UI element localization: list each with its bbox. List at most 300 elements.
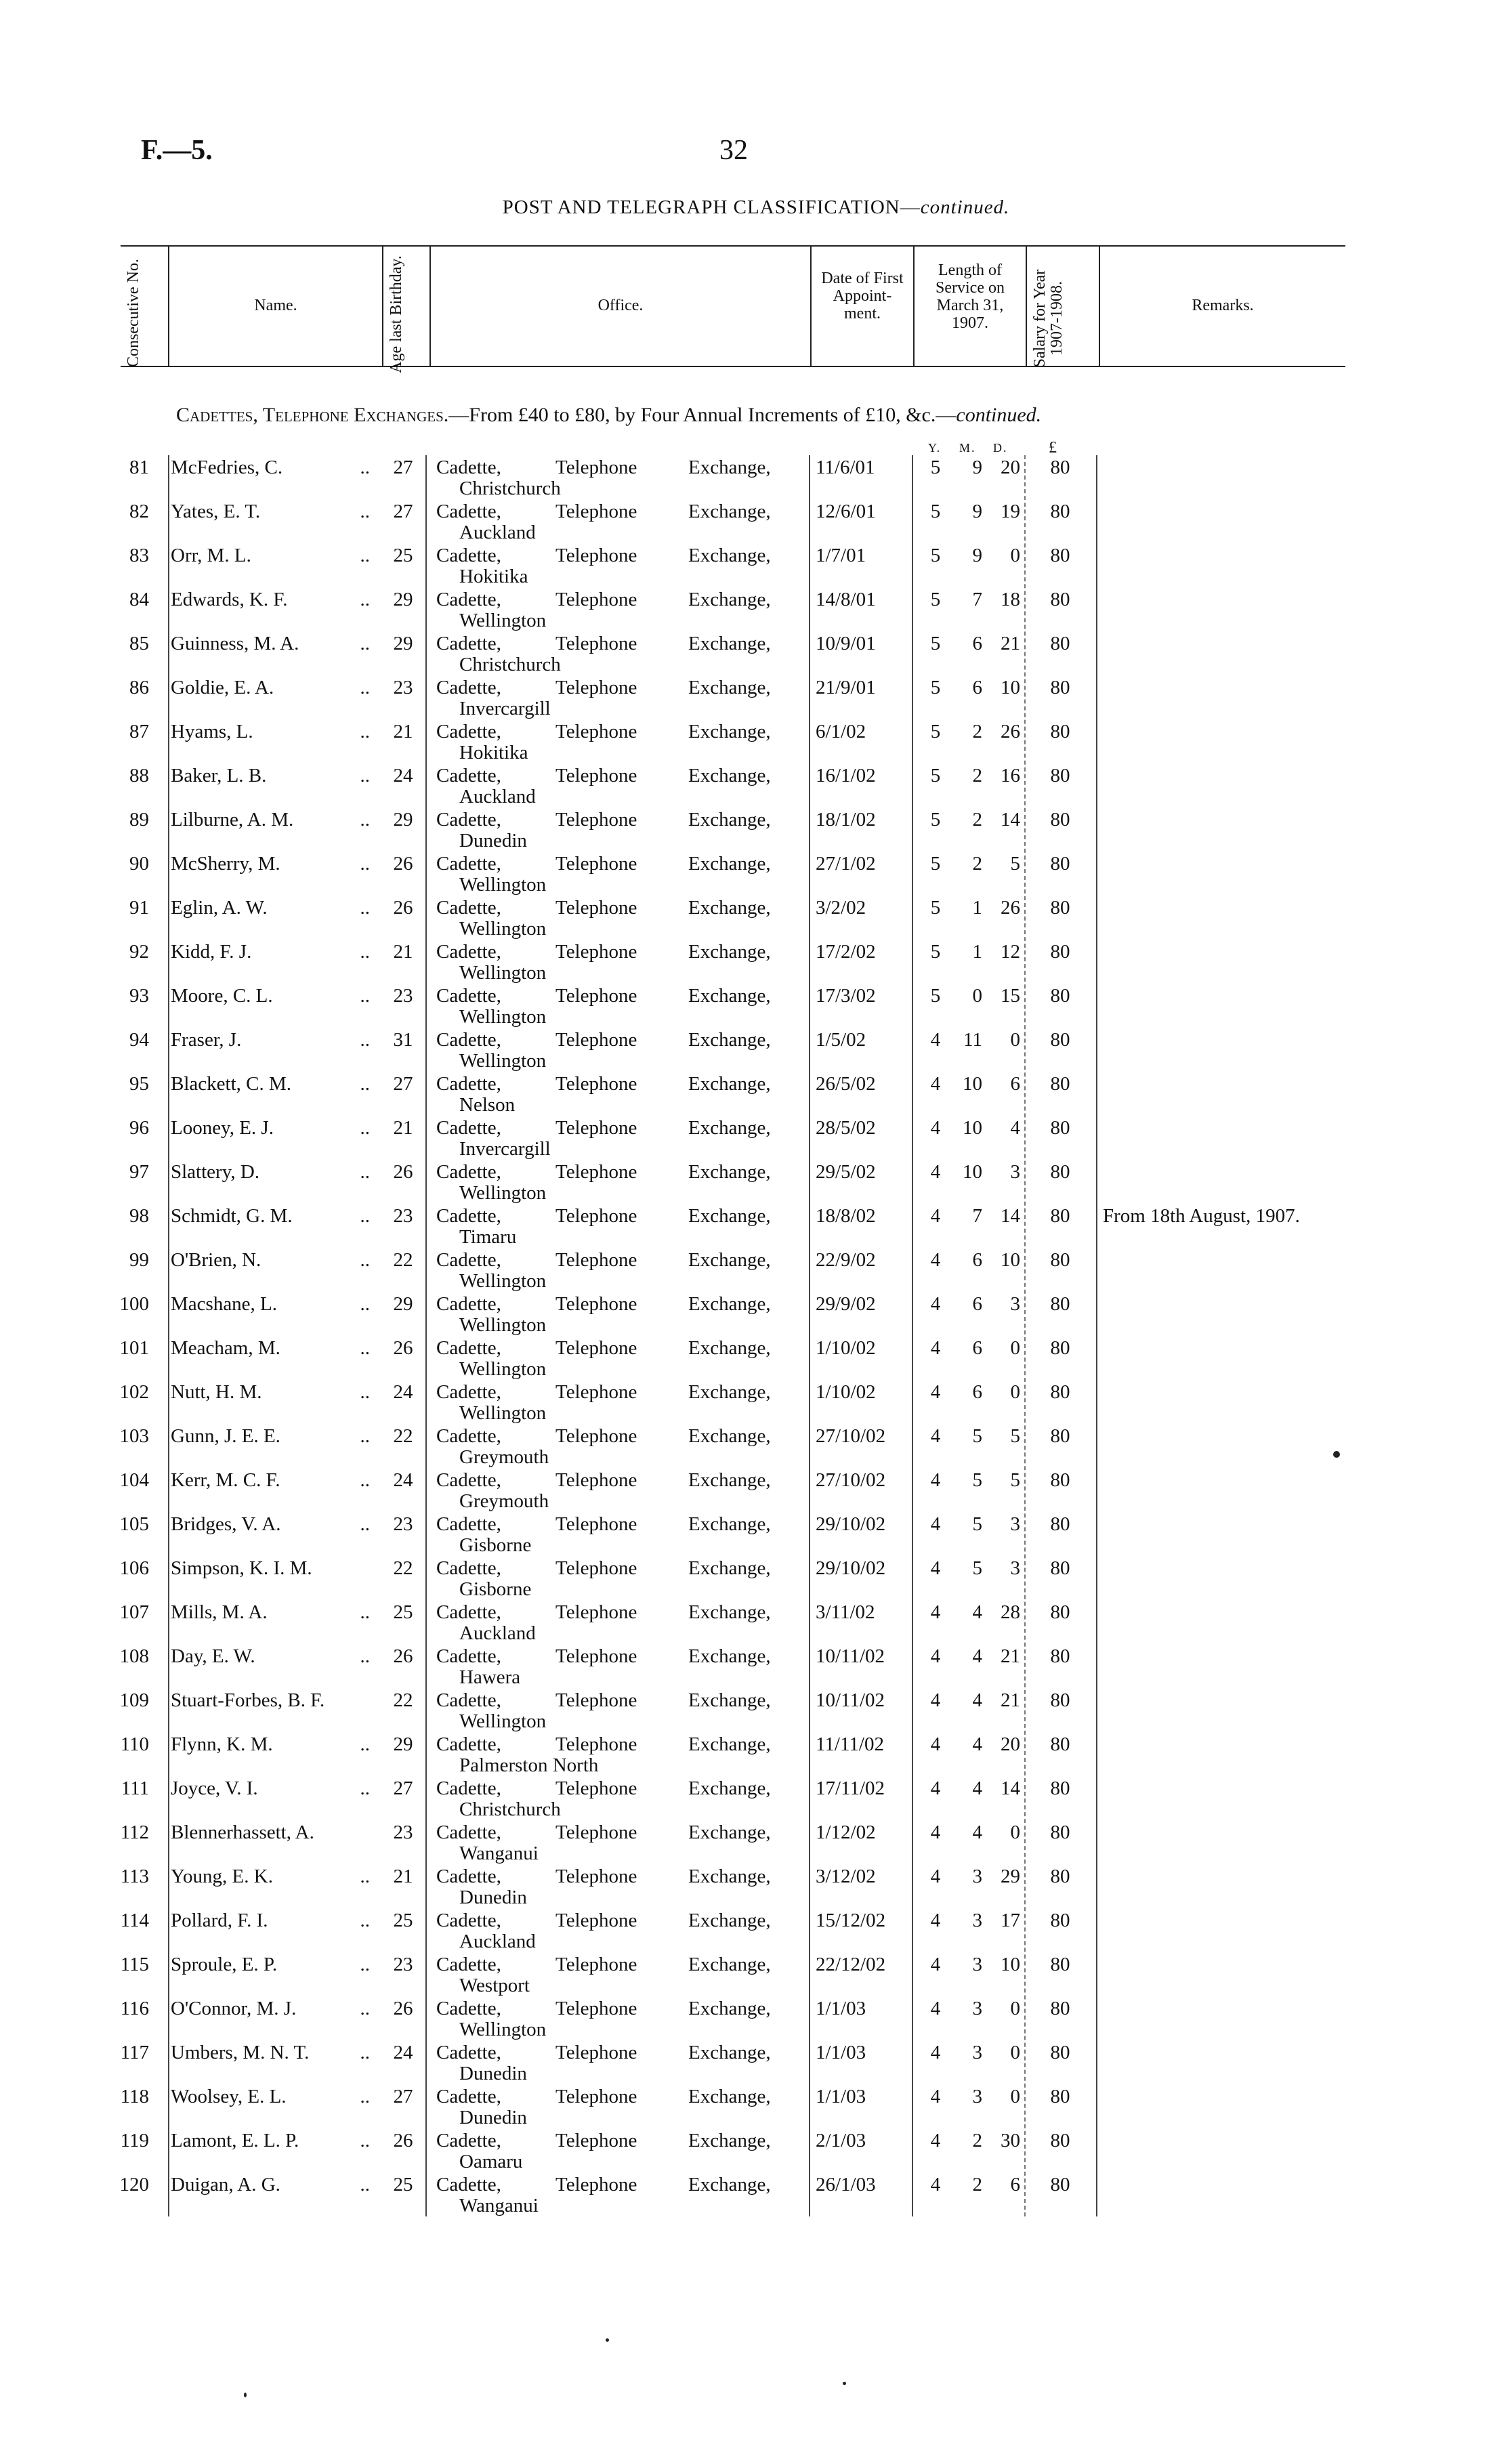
consecutive-no-cell: 113 <box>120 1866 149 1887</box>
service-days-cell: 5 <box>1010 1425 1020 1447</box>
leader-dots: .. <box>360 2174 370 2195</box>
date-appointed-cell: 10/11/02 <box>816 1689 885 1711</box>
age-cell: 23 <box>393 985 413 1007</box>
date-appointed-cell: 1/7/01 <box>816 545 866 566</box>
section-lead: Cadettes, Telephone Exchanges. <box>176 404 449 426</box>
office-city-cell: Christchurch <box>459 654 561 675</box>
consecutive-no-cell: 90 <box>129 853 149 875</box>
consecutive-no-cell: 84 <box>129 589 149 610</box>
table-row <box>0 1689 1512 1733</box>
service-months-cell: 4 <box>972 1645 982 1667</box>
service-days-cell: 6 <box>1010 2174 1020 2195</box>
header-salary: Salary for Year 1907-1908. <box>1031 269 1066 368</box>
office-word-telephone: Telephone <box>555 1205 637 1227</box>
leader-dots: .. <box>360 1998 370 2019</box>
service-years-cell: 4 <box>930 1645 941 1667</box>
salary-cell: 80 <box>1050 1073 1070 1095</box>
office-word-exchange: Exchange, <box>688 1910 771 1931</box>
service-years-cell: 4 <box>930 1381 941 1403</box>
salary-cell: 80 <box>1050 545 1070 566</box>
service-years-cell: 4 <box>930 1513 941 1535</box>
office-city-cell: Auckland <box>459 786 536 807</box>
office-word-cadette: Cadette, <box>436 589 501 610</box>
consecutive-no-cell: 102 <box>119 1381 149 1403</box>
leader-dots: .. <box>360 1205 370 1227</box>
header-age: Age last Birthday. <box>387 255 405 373</box>
date-appointed-cell: 3/2/02 <box>816 897 866 919</box>
consecutive-no-cell: 91 <box>129 897 149 919</box>
office-word-cadette: Cadette, <box>436 941 501 963</box>
leader-dots: .. <box>360 809 370 830</box>
consecutive-no-cell: 100 <box>119 1293 149 1315</box>
consecutive-no-cell: 119 <box>120 2130 149 2151</box>
table-row <box>0 1778 1512 1822</box>
date-appointed-cell: 12/6/01 <box>816 501 876 522</box>
unit-days: D. <box>993 441 1008 455</box>
office-word-exchange: Exchange, <box>688 1249 771 1271</box>
service-years-cell: 4 <box>930 1910 941 1931</box>
office-word-exchange: Exchange, <box>688 1733 771 1755</box>
service-years-cell: 5 <box>930 457 941 478</box>
service-days-cell: 0 <box>1010 1998 1020 2019</box>
office-word-telephone: Telephone <box>555 765 637 786</box>
date-appointed-cell: 17/2/02 <box>816 941 876 963</box>
office-word-exchange: Exchange, <box>688 2130 771 2151</box>
office-city-cell: Wellington <box>459 1358 547 1380</box>
office-word-exchange: Exchange, <box>688 1998 771 2019</box>
office-word-exchange: Exchange, <box>688 1601 771 1623</box>
office-word-exchange: Exchange, <box>688 677 771 698</box>
date-appointed-cell: 21/9/01 <box>816 677 876 698</box>
age-cell: 26 <box>393 1998 413 2019</box>
office-word-cadette: Cadette, <box>436 1733 501 1755</box>
table-row <box>0 589 1512 633</box>
leader-dots: .. <box>360 545 370 566</box>
name-cell: Orr, M. L. <box>171 545 251 566</box>
age-cell: 27 <box>393 1073 413 1095</box>
office-city-cell: Wellington <box>459 962 547 984</box>
salary-cell: 80 <box>1050 985 1070 1007</box>
office-word-cadette: Cadette, <box>436 2042 501 2063</box>
service-days-cell: 26 <box>1001 897 1020 919</box>
salary-cell: 80 <box>1050 1513 1070 1535</box>
office-city-cell: Wellington <box>459 2019 547 2040</box>
office-word-exchange: Exchange, <box>688 1866 771 1887</box>
office-word-cadette: Cadette, <box>436 1954 501 1975</box>
office-word-cadette: Cadette, <box>436 1425 501 1447</box>
service-years-cell: 5 <box>930 985 941 1007</box>
age-cell: 29 <box>393 633 413 654</box>
date-appointed-cell: 29/5/02 <box>816 1161 876 1183</box>
name-cell: Kerr, M. C. F. <box>171 1469 280 1491</box>
age-cell: 29 <box>393 1733 413 1755</box>
leader-dots: .. <box>360 1954 370 1975</box>
office-city-cell: Wellington <box>459 1314 547 1336</box>
office-city-cell: Auckland <box>459 522 536 543</box>
office-word-cadette: Cadette, <box>436 1557 501 1579</box>
salary-cell: 80 <box>1050 1733 1070 1755</box>
office-word-exchange: Exchange, <box>688 1822 771 1843</box>
office-word-telephone: Telephone <box>555 1381 637 1403</box>
leader-dots: .. <box>360 2130 370 2151</box>
age-cell: 25 <box>393 1601 413 1623</box>
salary-cell: 80 <box>1050 1205 1070 1227</box>
table-row <box>0 545 1512 589</box>
header-divider <box>913 245 915 366</box>
consecutive-no-cell: 104 <box>119 1469 149 1491</box>
date-appointed-cell: 27/10/02 <box>816 1469 886 1491</box>
office-city-cell: Wanganui <box>459 1843 539 1864</box>
office-word-cadette: Cadette, <box>436 1866 501 1887</box>
name-cell: Lamont, E. L. P. <box>171 2130 299 2151</box>
office-word-cadette: Cadette, <box>436 1029 501 1051</box>
leader-dots: .. <box>360 1117 370 1139</box>
ink-speck <box>1333 1451 1340 1458</box>
office-word-telephone: Telephone <box>555 2174 637 2195</box>
office-word-cadette: Cadette, <box>436 1117 501 1139</box>
age-cell: 21 <box>393 941 413 963</box>
office-word-cadette: Cadette, <box>436 1161 501 1183</box>
table-row <box>0 457 1512 501</box>
service-months-cell: 3 <box>972 2042 982 2063</box>
consecutive-no-cell: 117 <box>120 2042 149 2063</box>
unit-months: M. <box>959 441 976 455</box>
name-cell: McSherry, M. <box>171 853 280 875</box>
office-city-cell: Auckland <box>459 1622 536 1644</box>
section-continued: continued. <box>956 404 1042 426</box>
office-word-telephone: Telephone <box>555 1998 637 2019</box>
service-years-cell: 5 <box>930 589 941 610</box>
service-days-cell: 20 <box>1001 457 1020 478</box>
office-city-cell: Gisborne <box>459 1578 532 1600</box>
salary-cell: 80 <box>1050 1425 1070 1447</box>
salary-cell: 80 <box>1050 589 1070 610</box>
office-word-exchange: Exchange, <box>688 1645 771 1667</box>
office-word-telephone: Telephone <box>555 1689 637 1711</box>
leader-dots: .. <box>360 765 370 786</box>
header-divider <box>382 245 383 366</box>
table-row <box>0 2174 1512 2218</box>
service-days-cell: 26 <box>1001 721 1020 742</box>
salary-cell: 80 <box>1050 457 1070 478</box>
consecutive-no-cell: 92 <box>129 941 149 963</box>
office-word-telephone: Telephone <box>555 1425 637 1447</box>
office-city-cell: Christchurch <box>459 478 561 499</box>
office-word-cadette: Cadette, <box>436 1910 501 1931</box>
consecutive-no-cell: 89 <box>129 809 149 830</box>
service-years-cell: 4 <box>930 1425 941 1447</box>
age-cell: 29 <box>393 809 413 830</box>
service-years-cell: 4 <box>930 2130 941 2151</box>
service-years-cell: 4 <box>930 1866 941 1887</box>
service-months-cell: 2 <box>972 2130 982 2151</box>
service-years-cell: 5 <box>930 677 941 698</box>
table-row <box>0 1954 1512 1998</box>
salary-cell: 80 <box>1050 2042 1070 2063</box>
office-word-telephone: Telephone <box>555 633 637 654</box>
office-word-telephone: Telephone <box>555 1029 637 1051</box>
service-months-cell: 3 <box>972 1998 982 2019</box>
office-city-cell: Wellington <box>459 874 547 896</box>
service-months-cell: 4 <box>972 1733 982 1755</box>
office-city-cell: Greymouth <box>459 1490 549 1512</box>
office-word-cadette: Cadette, <box>436 501 501 522</box>
salary-cell: 80 <box>1050 1866 1070 1887</box>
salary-cell: 80 <box>1050 2086 1070 2107</box>
table-row <box>0 1425 1512 1469</box>
office-city-cell: Wellington <box>459 918 547 940</box>
consecutive-no-cell: 88 <box>129 765 149 786</box>
consecutive-no-cell: 116 <box>120 1998 149 2019</box>
service-years-cell: 5 <box>930 853 941 875</box>
leader-dots: .. <box>360 1866 370 1887</box>
service-months-cell: 7 <box>972 1205 982 1227</box>
office-word-exchange: Exchange, <box>688 809 771 830</box>
office-city-cell: Wellington <box>459 1710 547 1732</box>
office-word-exchange: Exchange, <box>688 545 771 566</box>
name-cell: Fraser, J. <box>171 1029 242 1051</box>
service-years-cell: 4 <box>930 1293 941 1315</box>
service-days-cell: 17 <box>1001 1910 1020 1931</box>
table-row <box>0 2086 1512 2130</box>
office-word-telephone: Telephone <box>555 1117 637 1139</box>
name-cell: Baker, L. B. <box>171 765 267 786</box>
table-row <box>0 853 1512 897</box>
office-word-cadette: Cadette, <box>436 809 501 830</box>
service-months-cell: 3 <box>972 1910 982 1931</box>
service-years-cell: 4 <box>930 1029 941 1051</box>
service-days-cell: 30 <box>1001 2130 1020 2151</box>
leader-dots: .. <box>360 853 370 875</box>
office-word-exchange: Exchange, <box>688 1425 771 1447</box>
office-word-cadette: Cadette, <box>436 1778 501 1799</box>
table-row <box>0 1733 1512 1778</box>
service-days-cell: 12 <box>1001 941 1020 963</box>
date-appointed-cell: 1/1/03 <box>816 2042 866 2063</box>
table-row <box>0 897 1512 941</box>
office-word-cadette: Cadette, <box>436 1822 501 1843</box>
table-row <box>0 1557 1512 1601</box>
leader-dots: .. <box>360 721 370 742</box>
salary-cell: 80 <box>1050 1645 1070 1667</box>
date-appointed-cell: 29/9/02 <box>816 1293 876 1315</box>
office-word-telephone: Telephone <box>555 1073 637 1095</box>
consecutive-no-cell: 105 <box>119 1513 149 1535</box>
section-rest: —From £40 to £80, by Four Annual Increments of £10, &c.— <box>448 404 957 426</box>
office-word-telephone: Telephone <box>555 589 637 610</box>
name-cell: Duigan, A. G. <box>171 2174 280 2195</box>
date-appointed-cell: 27/1/02 <box>816 853 876 875</box>
name-cell: Sproule, E. P. <box>171 1954 278 1975</box>
service-years-cell: 4 <box>930 1733 941 1755</box>
leader-dots: .. <box>360 1161 370 1183</box>
name-cell: Macshane, L. <box>171 1293 278 1315</box>
section-heading <box>176 404 1041 427</box>
salary-cell: 80 <box>1050 1029 1070 1051</box>
table-row <box>0 1337 1512 1381</box>
salary-cell: 80 <box>1050 1822 1070 1843</box>
age-cell: 22 <box>393 1689 413 1711</box>
office-word-telephone: Telephone <box>555 1513 637 1535</box>
office-city-cell: Wellington <box>459 1270 547 1292</box>
office-word-telephone: Telephone <box>555 501 637 522</box>
name-cell: Goldie, E. A. <box>171 677 274 698</box>
service-days-cell: 3 <box>1010 1293 1020 1315</box>
service-months-cell: 10 <box>963 1073 982 1095</box>
office-word-telephone: Telephone <box>555 809 637 830</box>
office-word-exchange: Exchange, <box>688 721 771 742</box>
age-cell: 22 <box>393 1249 413 1271</box>
leader-dots: .. <box>360 1381 370 1403</box>
service-years-cell: 5 <box>930 501 941 522</box>
service-days-cell: 10 <box>1001 1954 1020 1975</box>
service-days-cell: 21 <box>1001 1645 1020 1667</box>
name-cell: Schmidt, G. M. <box>171 1205 293 1227</box>
service-days-cell: 29 <box>1001 1866 1020 1887</box>
age-cell: 25 <box>393 2174 413 2195</box>
consecutive-no-cell: 106 <box>119 1557 149 1579</box>
leader-dots: .. <box>360 589 370 610</box>
consecutive-no-cell: 81 <box>129 457 149 478</box>
office-city-cell: Palmerston North <box>459 1754 599 1776</box>
leader-dots: .. <box>360 985 370 1007</box>
service-days-cell: 0 <box>1010 2086 1020 2107</box>
office-word-telephone: Telephone <box>555 897 637 919</box>
service-months-cell: 5 <box>972 1513 982 1535</box>
leader-dots: .. <box>360 1337 370 1359</box>
leader-dots: .. <box>360 941 370 963</box>
service-months-cell: 4 <box>972 1778 982 1799</box>
office-city-cell: Westport <box>459 1975 530 1996</box>
service-months-cell: 3 <box>972 1866 982 1887</box>
office-word-telephone: Telephone <box>555 1557 637 1579</box>
age-cell: 31 <box>393 1029 413 1051</box>
office-word-cadette: Cadette, <box>436 1381 501 1403</box>
name-cell: Mills, M. A. <box>171 1601 268 1623</box>
salary-cell: 80 <box>1050 941 1070 963</box>
office-word-telephone: Telephone <box>555 1822 637 1843</box>
office-city-cell: Dunedin <box>459 2107 527 2128</box>
table-row <box>0 765 1512 809</box>
leader-dots: .. <box>360 633 370 654</box>
service-years-cell: 4 <box>930 2042 941 2063</box>
office-city-cell: Christchurch <box>459 1799 561 1820</box>
service-days-cell: 21 <box>1001 633 1020 654</box>
office-word-exchange: Exchange, <box>688 985 771 1007</box>
service-years-cell: 4 <box>930 1249 941 1271</box>
table-row <box>0 941 1512 985</box>
service-months-cell: 9 <box>972 545 982 566</box>
age-cell: 27 <box>393 501 413 522</box>
office-word-exchange: Exchange, <box>688 1161 771 1183</box>
name-cell: Stuart-Forbes, B. F. <box>171 1689 325 1711</box>
office-word-cadette: Cadette, <box>436 2174 501 2195</box>
service-years-cell: 4 <box>930 1778 941 1799</box>
consecutive-no-cell: 118 <box>120 2086 149 2107</box>
service-months-cell: 2 <box>972 765 982 786</box>
date-appointed-cell: 18/8/02 <box>816 1205 876 1227</box>
name-cell: Flynn, K. M. <box>171 1733 273 1755</box>
service-months-cell: 2 <box>972 721 982 742</box>
header-consecutive-no: Consecutive No. <box>125 259 142 367</box>
header-remarks: Remarks. <box>1192 297 1254 314</box>
leader-dots: .. <box>360 2042 370 2063</box>
office-word-cadette: Cadette, <box>436 1293 501 1315</box>
consecutive-no-cell: 115 <box>120 1954 149 1975</box>
consecutive-no-cell: 95 <box>129 1073 149 1095</box>
office-word-exchange: Exchange, <box>688 457 771 478</box>
age-cell: 26 <box>393 1161 413 1183</box>
table-row <box>0 721 1512 765</box>
office-word-exchange: Exchange, <box>688 941 771 963</box>
name-cell: Bridges, V. A. <box>171 1513 281 1535</box>
service-months-cell: 5 <box>972 1469 982 1491</box>
office-word-cadette: Cadette, <box>436 1601 501 1623</box>
office-city-cell: Wellington <box>459 1006 547 1028</box>
date-appointed-cell: 1/5/02 <box>816 1029 866 1051</box>
salary-cell: 80 <box>1050 2130 1070 2151</box>
leader-dots: .. <box>360 2086 370 2107</box>
date-appointed-cell: 10/11/02 <box>816 1645 885 1667</box>
name-cell: Hyams, L. <box>171 721 253 742</box>
office-word-exchange: Exchange, <box>688 1469 771 1491</box>
table-row <box>0 1645 1512 1689</box>
office-word-telephone: Telephone <box>555 1910 637 1931</box>
leader-dots: .. <box>360 1601 370 1623</box>
salary-cell: 80 <box>1050 1337 1070 1359</box>
date-appointed-cell: 1/1/03 <box>816 1998 866 2019</box>
age-cell: 21 <box>393 721 413 742</box>
table-row <box>0 2042 1512 2086</box>
office-city-cell: Dunedin <box>459 830 527 851</box>
office-word-cadette: Cadette, <box>436 677 501 698</box>
salary-cell: 80 <box>1050 853 1070 875</box>
service-days-cell: 0 <box>1010 2042 1020 2063</box>
office-city-cell: Wanganui <box>459 2195 539 2216</box>
office-city-cell: Wellington <box>459 1050 547 1072</box>
service-days-cell: 10 <box>1001 677 1020 698</box>
service-months-cell: 0 <box>972 985 982 1007</box>
office-city-cell: Hokitika <box>459 742 528 763</box>
leader-dots: .. <box>360 1733 370 1755</box>
leader-dots: .. <box>360 1513 370 1535</box>
service-days-cell: 3 <box>1010 1557 1020 1579</box>
age-cell: 26 <box>393 897 413 919</box>
age-cell: 27 <box>393 457 413 478</box>
office-word-exchange: Exchange, <box>688 1954 771 1975</box>
service-years-cell: 4 <box>930 1161 941 1183</box>
age-cell: 26 <box>393 1337 413 1359</box>
service-years-cell: 4 <box>930 1557 941 1579</box>
office-word-exchange: Exchange, <box>688 1205 771 1227</box>
office-word-telephone: Telephone <box>555 545 637 566</box>
office-word-exchange: Exchange, <box>688 1557 771 1579</box>
service-days-cell: 28 <box>1001 1601 1020 1623</box>
office-word-cadette: Cadette, <box>436 1073 501 1095</box>
office-word-exchange: Exchange, <box>688 1337 771 1359</box>
service-days-cell: 14 <box>1001 1205 1020 1227</box>
name-cell: O'Brien, N. <box>171 1249 261 1271</box>
name-cell: Edwards, K. F. <box>171 589 288 610</box>
name-cell: Woolsey, E. L. <box>171 2086 287 2107</box>
service-months-cell: 6 <box>972 677 982 698</box>
service-days-cell: 14 <box>1001 809 1020 830</box>
service-months-cell: 7 <box>972 589 982 610</box>
office-word-exchange: Exchange, <box>688 2086 771 2107</box>
service-years-cell: 4 <box>930 1337 941 1359</box>
service-years-cell: 4 <box>930 1822 941 1843</box>
service-months-cell: 2 <box>972 853 982 875</box>
